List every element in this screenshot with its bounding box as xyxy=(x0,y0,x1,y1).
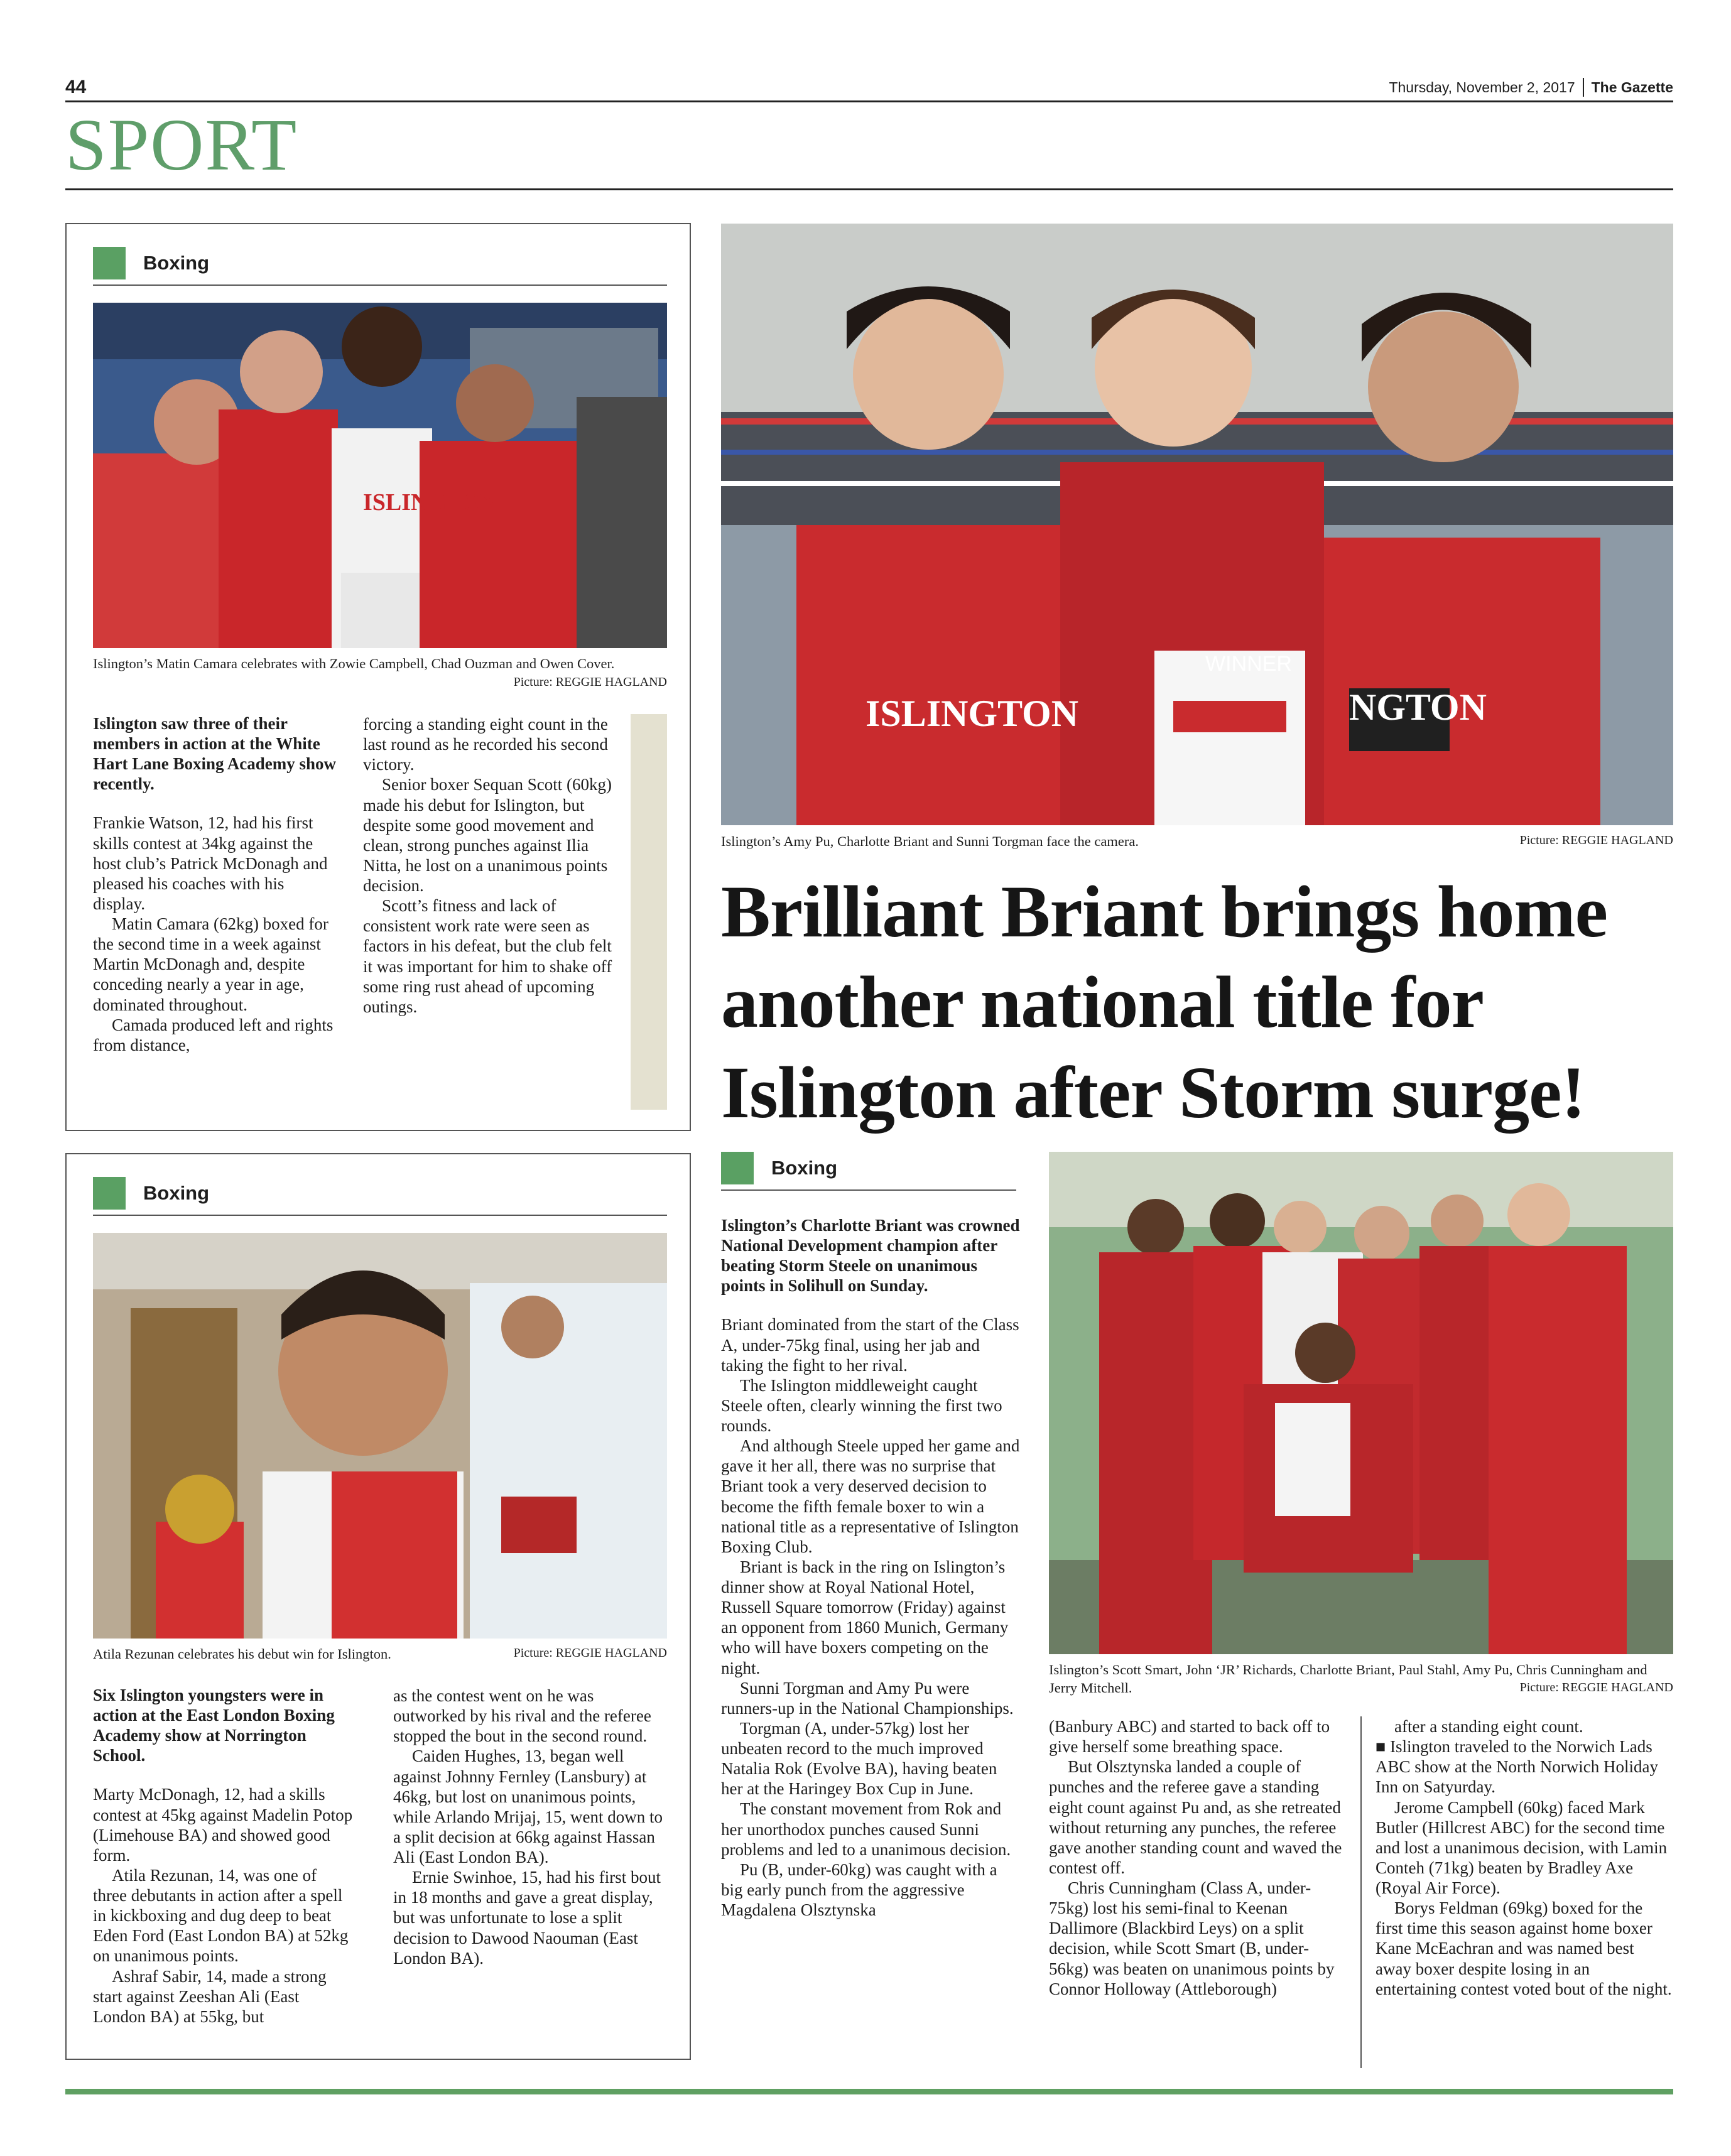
story-box-2 xyxy=(65,1153,691,2060)
main-paragraph: Briant is back in the ring on Islington’s dinner show at Royal National Hotel, Russell Square tomorrow (Friday) against an opponent from 1860 Munich, Germany who will have boxers competing on the night. xyxy=(721,1557,1009,1677)
main-paragraph: The constant movement from Rok and her unorthodox punches caused Sunni problems and led to a unanimous decision. xyxy=(721,1799,1011,1859)
section-title: SPORT xyxy=(65,104,298,186)
dateline-divider xyxy=(1583,78,1584,97)
headline-line: another national title for xyxy=(721,960,1484,1043)
bottom-green-rule xyxy=(65,2089,1673,2094)
photo-illustration-team xyxy=(1049,1152,1673,1654)
kicker-boxing-1 xyxy=(93,247,209,279)
photo-caption-2: Atila Rezunan celebrates his debut win for Islington. xyxy=(93,1646,391,1662)
top-rule xyxy=(65,100,1673,102)
kicker-label: Boxing xyxy=(771,1157,838,1179)
kicker-rule xyxy=(721,1189,1016,1191)
story1-paragraph: Frankie Watson, 12, had his first skills contest at 34kg against the host club’s Patrick McDonagh and pleased his coaches with his display. xyxy=(93,813,328,913)
main-paragraph: But Olsztynska landed a couple of punches and the referee gave a standing eight count against Pu and, as she retreated without returning any punches, the referee gave another standing count and waved the contest off. xyxy=(1049,1757,1342,1877)
section-rule xyxy=(65,188,1673,190)
kicker-rule xyxy=(93,284,667,286)
main-paragraph: ■ Islington traveled to the Norwich Lads ABC show at the North Norwich Holiday Inn on Satyurday. xyxy=(1376,1737,1658,1797)
main-photo-caption: Islington’s Amy Pu, Charlotte Briant and Sunni Torgman face the camera. xyxy=(721,833,1139,849)
story1-paragraph: Scott’s fitness and lack of consistent work rate were seen as factors in his defeat, but the club felt it was important for him to shake off some ring rust ahead of upcoming outings. xyxy=(363,896,612,1016)
three-boxers-winner-photo xyxy=(721,224,1673,825)
story2-paragraph: Ashraf Sabir, 14, made a strong start against Zeeshan Ali (East London BA) at 55kg, but xyxy=(93,1966,327,2026)
photo-credit-1: Picture: REGGIE HAGLAND xyxy=(513,675,667,689)
kicker-boxing-main xyxy=(721,1152,837,1184)
page-number: 44 xyxy=(65,77,87,97)
kicker-boxing-2 xyxy=(93,1177,209,1210)
svg-text:ISLINGTON: ISLINGTON xyxy=(363,489,498,516)
main-paragraph: Chris Cunningham (Class A, under-75kg) lost his semi-final to Keenan Dallimore (Blackbird Leys) on a split decision, while Scott Smart (B, under-56kg) was beaten on unanimous points by Connor Holloway (Attleborough) xyxy=(1049,1878,1335,1998)
main-headline xyxy=(721,867,1673,1138)
headline-line: Islington after Storm surge! xyxy=(721,1051,1585,1134)
story1-paragraph: Camada produced left and rights from distance, xyxy=(93,1015,334,1054)
photo-illustration-main xyxy=(721,224,1673,825)
main-photo-credit: Picture: REGGIE HAGLAND xyxy=(1519,833,1673,847)
kicker-label: Boxing xyxy=(143,252,210,274)
kicker-label: Boxing xyxy=(143,1182,210,1204)
dateline xyxy=(1389,78,1673,97)
team-photo-credit: Picture: REGGIE HAGLAND xyxy=(1519,1681,1673,1694)
main-paragraph: Sunni Torgman and Amy Pu were runners-up in the National Championships. xyxy=(721,1678,1014,1718)
main-paragraph: Briant dominated from the start of the Class A, under-75kg final, using her jab and taking the fight to her rival. xyxy=(721,1315,1019,1375)
main-paragraph: Jerome Campbell (60kg) faced Mark Butler (Hillcrest ABC) for the second time and lost a unanimous decision, with Lamin Conteh (71kg) beaten by Bradley Axe (Royal Air Force). xyxy=(1376,1797,1668,1897)
boxing-team-photo xyxy=(93,303,667,648)
team-photo-caption: Islington’s Scott Smart, John ‘JR’ Richards, Charlotte Briant, Paul Stahl, Amy Pu, Chris Cunningham and Jerry Mitchell. xyxy=(1049,1662,1647,1696)
photo-illustration-1 xyxy=(93,303,667,648)
kicker-rule xyxy=(93,1215,667,1216)
headline-line: Brilliant Briant brings home xyxy=(721,870,1608,953)
story1-lede: Islington saw three of their members in action at the White Hart Lane Boxing Academy show recently. xyxy=(93,714,337,793)
story2-column-1 xyxy=(93,1686,354,2027)
young-boxer-trophy-photo xyxy=(93,1233,667,1639)
main-paragraph: after a standing eight count. xyxy=(1394,1717,1583,1736)
story-box-1 xyxy=(65,223,691,1131)
story2-paragraph: Atila Rezunan, 14, was one of three debutants in action after a spell in kickboxing and dug deep to beat Eden Ford (East London BA) at 52kg on unanimous points. xyxy=(93,1865,349,1966)
story2-paragraph: Ernie Swinhoe, 15, had his first bout in 18 months and gave a great display, but was unfortunate to lose a split decision to Dawood Naouman (East London BA). xyxy=(393,1868,661,1968)
main-paragraph: Torgman (A, under-57kg) lost her unbeaten record to the much improved Natalia Rok (Evolve BA), having beaten her at the Haringey Box Cup in June. xyxy=(721,1718,997,1799)
svg-text:NGTON: NGTON xyxy=(1349,686,1487,728)
svg-text:ISLINGTON: ISLINGTON xyxy=(866,693,1079,734)
team-group-photo xyxy=(1049,1152,1673,1654)
story2-lede: Six Islington youngsters were in action at the East London Boxing Academy show at Norrington School. xyxy=(93,1686,335,1765)
main-paragraph: Pu (B, under-60kg) was caught with a big early punch from the aggressive Magdalena Olsztynska xyxy=(721,1860,997,1920)
story1-paragraph: forcing a standing eight count in the last round as he recorded his second victory. xyxy=(363,715,608,774)
main-paragraph: The Islington middleweight caught Steele often, clearly winning the first two rounds. xyxy=(721,1375,1002,1436)
main-paragraph: And although Steele upped her game and gave it her all, there was no surprise that Briant took a very deserved decision to become the fifth female boxer to win a national title as a representative of Islington Boxing Club. xyxy=(721,1436,1020,1556)
photo-credit-2: Picture: REGGIE HAGLAND xyxy=(513,1646,667,1660)
story2-paragraph: Caiden Hughes, 13, began well against Johnny Fernley (Lansbury) at 46kg, but lost on unanimous points, while Arlando Mrijaj, 15, went down to a split decision at 66kg against Hassan Ali (East London BA). xyxy=(393,1747,663,1866)
story2-column-2 xyxy=(393,1686,667,1968)
column-divider xyxy=(1360,1716,1362,2068)
photo-illustration-2 xyxy=(93,1233,667,1639)
main-paragraph: Borys Feldman (69kg) boxed for the first time this season against home boxer Kane McEachran and was named best away boxer despite losing in an entertaining contest voted bout of the night. xyxy=(1376,1899,1672,1998)
paper-name: The Gazette xyxy=(1591,79,1673,95)
story1-paragraph: Senior boxer Sequan Scott (60kg) made his debut for Islington, but despite some good movement and clean, strong punches against Ilia Nitta, he lost on a unanimous points decision. xyxy=(363,775,612,895)
kicker-square xyxy=(93,1177,126,1210)
winner-certificate-title: WINNER xyxy=(1205,652,1292,676)
kicker-square xyxy=(93,247,126,279)
main-paragraph: (Banbury ABC) and started to back off to give herself some breathing space. xyxy=(1049,1717,1330,1757)
main-lede: Islington’s Charlotte Briant was crowned National Development champion after beating Storm Steele on unanimous points in Solihull on Sunday. xyxy=(721,1216,1020,1295)
story1-column-2 xyxy=(363,714,614,1017)
story2-paragraph: Marty McDonagh, 12, had a skills contest at 45kg against Madelin Potop (Limehouse BA) and showed good form. xyxy=(93,1785,353,1865)
story2-paragraph: as the contest went on he was outworked by his rival and the referee stopped the bout in the second round. xyxy=(393,1686,651,1746)
story1-paragraph: Matin Camara (62kg) boxed for the second time in a week against Martin McDonagh and, despite conceding nearly a year in age, dominated throughout. xyxy=(93,914,328,1014)
photo-caption-1: Islington’s Matin Camara celebrates with Zowie Campbell, Chad Ouzman and Owen Cover. xyxy=(93,656,615,671)
main-column-2 xyxy=(1049,1716,1344,1999)
kicker-square xyxy=(721,1152,754,1184)
decorative-sidebar-bar xyxy=(631,714,667,1110)
main-column-3 xyxy=(1376,1716,1673,1999)
issue-date: Thursday, November 2, 2017 xyxy=(1389,79,1575,95)
story1-column-1 xyxy=(93,714,338,1055)
main-column-1 xyxy=(721,1216,1023,1920)
